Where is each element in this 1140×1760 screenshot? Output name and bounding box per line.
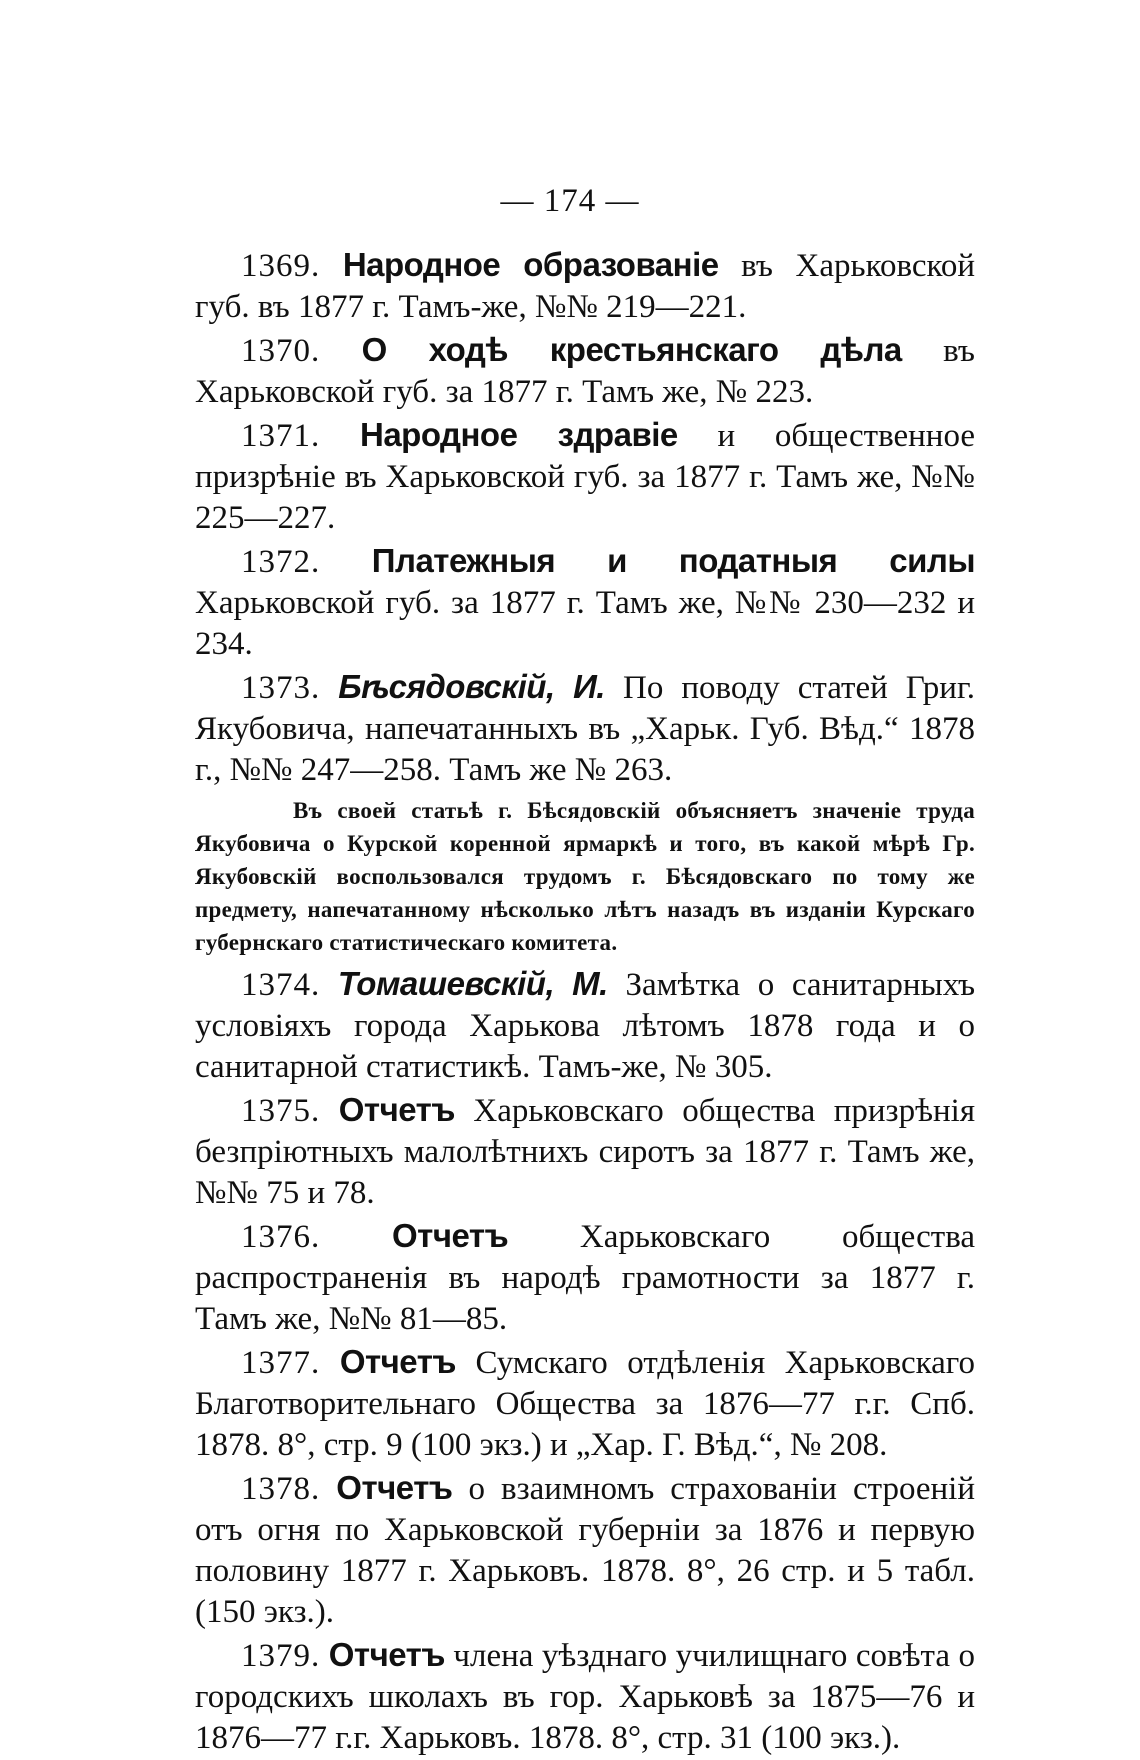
entry-number: 1369. — [241, 248, 321, 284]
entry-author: Бѣсядовскій, И. — [338, 668, 605, 705]
entry-1374 — [195, 963, 975, 1088]
entry-body: По поводу статей Григ. Якубовича, напечатанныхъ въ „Харьк. Губ. Вѣд.“ 1878 г., №№ 247—258. Тамъ же № 263. — [195, 670, 976, 788]
entry-1376 — [195, 1215, 975, 1340]
entry-heading: О ходѣ крестьянскаго дѣла — [361, 331, 902, 368]
entry-1377 — [195, 1341, 975, 1466]
entry-number: 1377. — [241, 1345, 321, 1381]
entry-heading: Отчетъ — [336, 1469, 453, 1506]
entry-body: Харьковскаго общества распространенія въ народѣ грамотности за 1877 г. Тамъ же, №№ 81—85. — [195, 1219, 975, 1337]
entry-number: 1379. — [241, 1638, 321, 1674]
entry-body: Сумскаго отдѣленія Харьковскаго Благотворительнаго Общества за 1876—77 г.г. Спб. 1878. 8°, стр. 9 (100 экз.) и „Хар. Г. Вѣд.“, № 208. — [195, 1345, 976, 1463]
entry-body: Харьковской губ. за 1877 г. Тамъ же, №№ 230—232 и 234. — [195, 585, 975, 662]
bibliography-list — [195, 244, 975, 1760]
entry-heading: Платежныя и податныя силы — [371, 542, 975, 579]
entry-heading: Отчетъ — [339, 1343, 456, 1380]
entry-body: въ Харьковской губ. за 1877 г. Тамъ же, № 223. — [195, 333, 975, 410]
entry-body: члена уѣзднаго училищнаго совѣта о городскихъ школахъ въ гор. Харьковѣ за 1875—76 и 1876—77 г.г. Харьковъ. 1878. 8°, стр. 31 (100 экз.). — [195, 1638, 975, 1756]
entry-number: 1374. — [241, 967, 321, 1003]
entry-body: Харьковскаго общества призрѣнія безпріютныхъ малолѣтнихъ сиротъ за 1877 г. Тамъ же, №№ 75 и 78. — [195, 1093, 975, 1211]
entry-1369 — [195, 244, 975, 328]
entry-annotation: Въ своей статьѣ г. Бѣсядовскій объясняетъ значеніе труда Якубовича о Курской коренной ярмаркѣ и того, въ какой мѣрѣ Гр. Якубовскій воспользовался трудомъ г. Бѣсядовскаго по тому же предмету, напечатанному нѣсколько лѣтъ назадъ въ изданіи Курскаго губернскаго статистическаго комитета. — [195, 798, 975, 955]
entry-1371 — [195, 414, 975, 539]
entry-1373 — [195, 666, 975, 791]
entry-heading: Отчетъ — [392, 1217, 509, 1254]
entry-number: 1372. — [241, 544, 321, 580]
entry-number: 1373. — [241, 670, 321, 706]
entry-1375 — [195, 1089, 975, 1214]
entry-heading: Отчетъ — [328, 1636, 445, 1673]
entry-heading: Отчетъ — [338, 1091, 455, 1128]
entry-body: и общественное призрѣніе въ Харьковской губ. за 1877 г. Тамъ же, №№ 225—227. — [195, 418, 975, 536]
entry-1372 — [195, 540, 975, 665]
entry-author: Томашевскій, М. — [337, 965, 608, 1002]
entry-number: 1371. — [241, 418, 321, 454]
entry-body: о взаимномъ страхованіи строеній отъ огня по Харьковской губерніи за 1876 и первую половину 1877 г. Харьковъ. 1878. 8°, 26 стр. и 5 табл. (150 экз.). — [195, 1471, 975, 1630]
entry-body: въ Харьковской губ. въ 1877 г. Тамъ-же, №№ 219—221. — [195, 248, 975, 325]
entry-1378 — [195, 1467, 975, 1633]
entry-heading: Народное образованіе — [342, 246, 719, 283]
entry-number: 1376. — [241, 1219, 321, 1255]
entry-1379 — [195, 1634, 975, 1759]
entry-number: 1375. — [241, 1093, 321, 1129]
entry-1370 — [195, 329, 975, 413]
page-number: — 174 — — [500, 183, 640, 219]
entry-number: 1370. — [241, 333, 321, 369]
entry-heading: Народное здравіе — [359, 416, 678, 453]
entry-number: 1378. — [241, 1471, 321, 1507]
entry-body: Замѣтка о санитарныхъ условіяхъ города Харькова лѣтомъ 1878 года и о санитарной статистикѣ. Тамъ-же, № 305. — [195, 967, 976, 1085]
